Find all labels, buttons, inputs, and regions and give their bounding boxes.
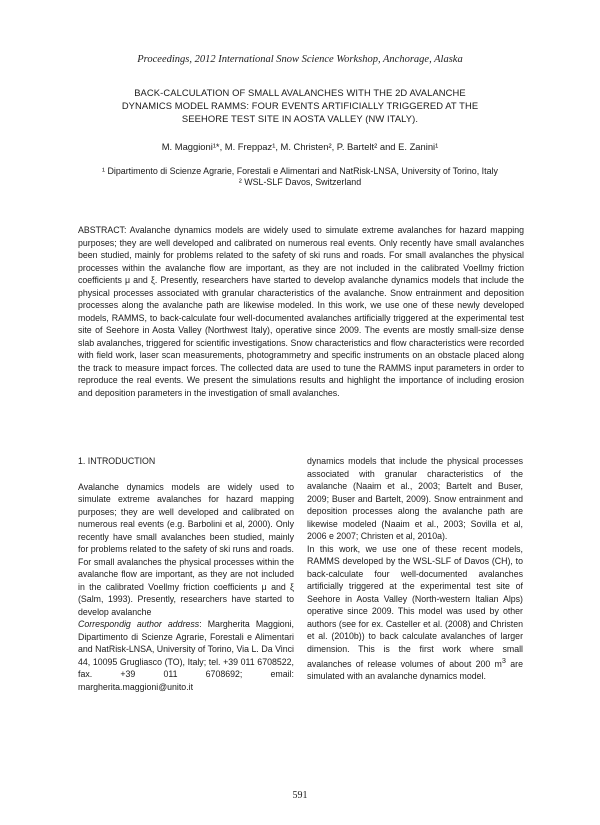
running-header: Proceedings, 2012 International Snow Science Workshop, Anchorage, Alaska (137, 54, 463, 65)
left-column (78, 455, 294, 693)
paragraph-2-text: In this work, we use one of these recent models, RAMMS developed by the WSL-SLF of Davos (CH), to back-calculate four well-documented avalanches artificially triggered at the experimental test site of Seehore in Aosta Valley (North-western Italian Alps) operative since 2009. This model was used by other authors (see for ex. Casteller et al. (2008) and Christen et al. (2010b)) to back calculate avalanches of larger dimension. This is the first work where small avalanches of release volumes of about 200 m (307, 543, 523, 669)
corresponding-author (78, 618, 294, 693)
intro-paragraph-2 (307, 543, 523, 683)
author-list: M. Maggioni¹*, M. Freppaz¹, M. Christen², P. Bartelt² and E. Zanini¹ (161, 141, 439, 152)
affiliations (0, 166, 600, 188)
title-line-1: BACK-CALCULATION OF SMALL AVALANCHES WITH THE 2D AVALANCHE (134, 87, 466, 98)
page-number: 591 (292, 790, 308, 801)
paper-title (80, 86, 520, 125)
superscript-3: 3 (501, 656, 506, 665)
section-heading: 1. INTRODUCTION (78, 456, 156, 466)
title-line-2: DYNAMICS MODEL RAMMS: FOUR EVENTS ARTIFICIALLY TRIGGERED AT THE (121, 100, 479, 111)
paragraph-2-end: are simulated with an avalanche dynamics model. (307, 658, 523, 682)
right-column (307, 455, 523, 683)
intro-paragraph-continued: dynamics models that include the physical processes associated with granular characteristics of the avalanche (Naaim et al., 2003; Bartelt and Buser, 2009; Buser and Bartelt, 2009). Snow entrainment and deposition processes along the avalanche path are likewise modeled (Naaim et al., 2003; Sovilla et al, 2006 e 2007; Christen et al, 2010a). (307, 456, 523, 541)
abstract: ABSTRACT: Avalanche dynamics models are widely used to simulate extreme avalanches for hazard mapping purposes; they are well developed and calibrated on numerous real events. Only recently have small avalanches been studied, mainly for problems related to the safety of ski runs and roads. For small avalanches the physical processes within the avalanche flow are important, as they are not included in the calibrated Voellmy friction coefficients μ and ξ. Presently, researchers have started to develop avalanche dynamics models that include the physical processes associated with granular characteristics of the avalanche. Snow entrainment and deposition processes along the avalanche path are likewise modeled. In this work, we use one of these newly developed models, RAMMS, to back-calculate four well-documented avalanches artificially triggered at the experimental test site of Seehore in Aosta Valley (Northwest Italy), operative since 2009. The events are mostly small-size dense slab avalanches, triggered for scientific investigations. Snow characteristics and flow characteristics were recorded with field work, laser scan measurements, photogrammetry and specific instruments on an obstacle placed along the track to measure impact forces. The collected data are used to tune the RAMMS input parameters in order to reproduce the real events. We present the simulations results and highlight the importance of including erosion and deposition parameters in the investigation of small avalanches. (78, 225, 524, 398)
corr-label: Correspondig author address (78, 619, 200, 629)
affiliation-1: ¹ Dipartimento di Scienze Agrarie, Forestali e Alimentari and NatRisk-LNSA, University of Torino, Italy (102, 166, 498, 176)
title-line-3: SEEHORE TEST SITE IN AOSTA VALLEY (NW ITALY). (181, 113, 419, 124)
affiliation-2: ² WSL-SLF Davos, Switzerland (238, 177, 362, 187)
corr-address: : Margherita Maggioni, Dipartimento di Scienze Agrarie, Forestali e Alimentari and NatRisk-LNSA, University of Torino, Via L. Da Vinci 44, 10095 Grugliasco (TO), Italy; tel. +39 011 6708522, fax. +39 011 6708692; email: margherita.maggioni@unito.it (78, 619, 294, 692)
intro-paragraph: Avalanche dynamics models are widely used to simulate extreme avalanches for hazard mapping purposes; they are well developed and calibrated on numerous real events (e.g. Barbolini et al, 2000). Only recently have small avalanches been studied, mainly for problems related to the safety of ski runs and roads. For small avalanches the physical processes within the avalanche flow are important, as they are not included in the calibrated Voellmy friction coefficients μ and ξ (Salm, 1993). Presently, researchers have started to develop avalanche (78, 481, 294, 617)
